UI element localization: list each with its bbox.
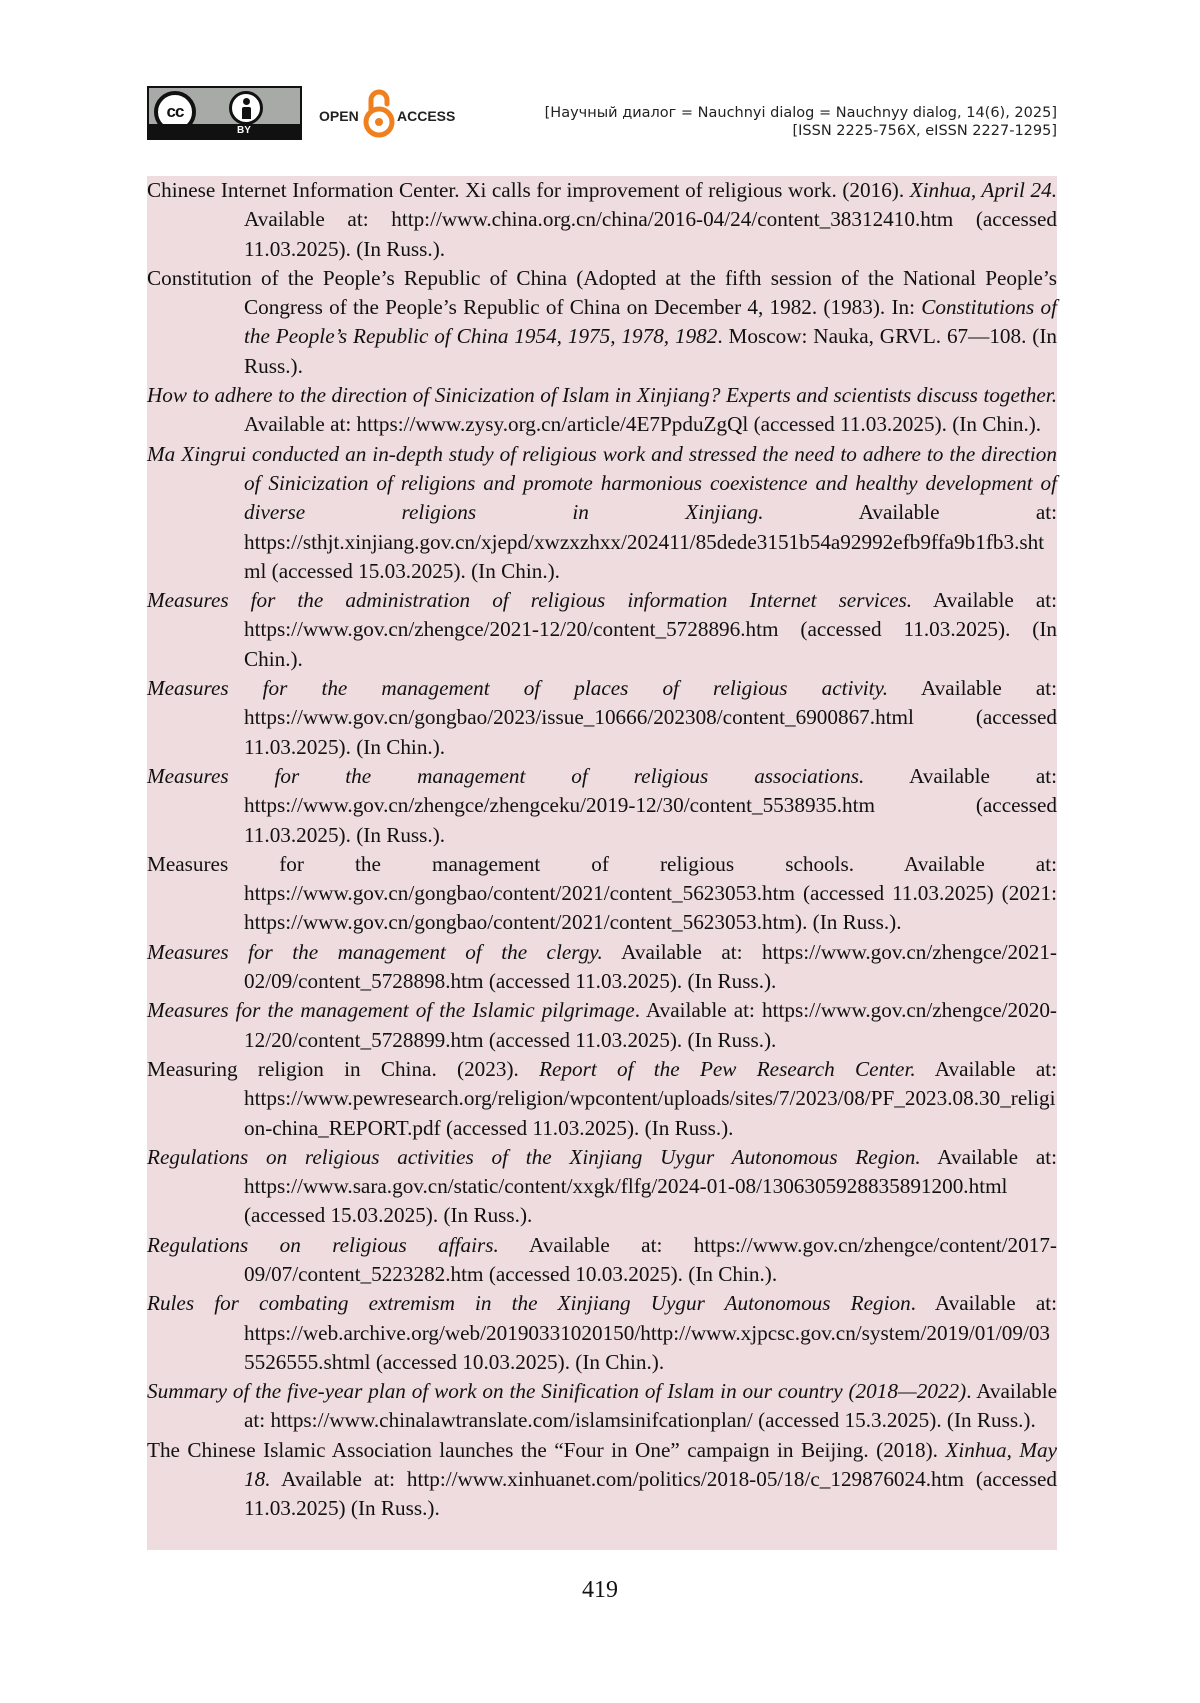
reference-post-text: Available at: http://www.china.org.cn/china/2016-04/24/content_38312410.htm (accessed 11.03.2025). (In Russ.).	[244, 207, 1057, 261]
reference-italic-text: How to adhere to the direction of Sinicization of Islam in Xinjiang? Experts and scientists discuss together.	[147, 383, 1057, 408]
reference-italic-text: Xinhua, April 24.	[909, 178, 1057, 202]
reference-italic-text: Regulations on religious affairs.	[147, 1232, 499, 1257]
reference-italic-text: Summary of the five-year plan of work on the Sinification of Islam in our country (2018—2022)	[147, 1379, 967, 1404]
reference-post-text: Available at: https://www.gov.cn/zhengce/2021-12/20/content_5728896.htm (accessed 11.03.2025). (In Chin.).	[244, 588, 1058, 671]
reference-pre-text: Chinese Internet Information Center. Xi calls for improvement of religious work. (2016).	[147, 178, 910, 202]
page-number: 419	[582, 1577, 618, 1603]
reference-italic-text: Measures for the management of the Islamic pilgrimage	[147, 998, 635, 1023]
reference-pre-text: Constitution of the People’s Republic of China (Adopted at the fifth session of the National People’s Congress of the People’s Republic of China on December 4, 1982. (1983). In:	[147, 265, 1057, 320]
reference-italic-text: Regulations on religious activities of the Xinjiang Uygur Autonomous Region.	[147, 1144, 921, 1169]
open-lock-icon	[363, 86, 395, 140]
reference-pre-text: Measuring religion in China. (2023).	[147, 1056, 540, 1081]
reference-post-text: Available at: https://www.zysy.org.cn/article/4E7PpduZgQl (accessed 11.03.2025). (In Chin.).	[244, 412, 1042, 437]
reference-post-text: . Available at: https://www.chinalawtranslate.com/islamsinifcationplan/ (accessed 15.3.2025). (In Russ.).	[244, 1379, 1057, 1433]
reference-post-text: . Moscow: Nauka, GRVL. 67—108. (In Russ.).	[244, 324, 1057, 378]
reference-entry	[147, 1055, 1057, 1143]
references-list	[147, 176, 1057, 1550]
reference-entry	[147, 176, 1057, 264]
journal-citation	[545, 104, 1057, 140]
reference-post-text: . Available at: https://www.gov.cn/zhengce/2020-12/20/content_5728899.htm (accessed 11.03.2025). (In Russ.).	[244, 998, 1057, 1052]
reference-italic-text: Measures for the administration of religious information Internet services.	[147, 588, 913, 613]
journal-title-line: [Научный диалог = Nauchnyi dialog = Nauchnyy dialog, 14(6), 2025]	[544, 105, 1057, 121]
reference-entry	[147, 264, 1057, 381]
reference-entry	[147, 674, 1057, 762]
reference-post-text: Available at: https://www.gov.cn/zhengce/zhengceku/2019-12/30/content_5538935.htm (accessed 11.03.2025). (In Russ.).	[244, 763, 1057, 847]
reference-italic-text: Report of the Pew Research Center.	[539, 1056, 916, 1081]
page-header	[147, 84, 1057, 146]
cc-text: cc	[166, 102, 184, 121]
reference-entry	[147, 1231, 1057, 1290]
reference-pre-text: The Chinese Islamic Association launches the “Four in One” campaign in Beijing. (2018).	[147, 1437, 946, 1462]
reference-entry	[147, 996, 1057, 1055]
reference-post-text: Available at: https://www.gov.cn/zhengce/content/2017-09/07/content_5223282.htm (accessed 10.03.2025). (In Chin.).	[244, 1232, 1057, 1286]
reference-entry	[147, 381, 1057, 440]
reference-entry	[147, 1377, 1057, 1436]
reference-post-text: Available at: https://sthjt.xinjiang.gov.cn/xjepd/xwzxzhxx/202411/85dede3151b54a92992efb9ffa9b1fb3.shtml (accessed 15.03.2025). (In Chin.).	[244, 500, 1057, 583]
open-access-logo	[319, 84, 469, 140]
open-access-access-text: ACCESS	[397, 108, 456, 124]
reference-italic-text: Ma Xingrui conducted an in-depth study of religious work and stressed the need to adhere to the direction of Sinicization of religions and promote harmonious coexistence and healthy development of diverse religions in Xinjiang.	[147, 441, 1057, 525]
reference-entry	[147, 1289, 1057, 1377]
journal-issn-line: [ISSN 2225-756X, eISSN 2227-1295]	[792, 123, 1057, 139]
reference-pre-text: Measures for the management of religious schools. Available at: https://www.gov.cn/gongbao/content/2021/content_5623053.htm (accessed 11.03.2025) (2021: https://www.gov.cn/gongbao/content/2021/content_5623053.htm). (In Russ.).	[147, 851, 1057, 935]
reference-entry	[147, 850, 1057, 938]
reference-post-text: Available at: https://www.gov.cn/gongbao/2023/issue_10666/202308/content_6900867.html (accessed 11.03.2025). (In Chin.).	[244, 676, 1057, 759]
cc-by-license-badge[interactable]	[147, 86, 302, 140]
reference-italic-text: Constitutions of the People’s Republic of China 1954, 1975, 1978, 1982	[244, 295, 1057, 349]
reference-entry	[147, 762, 1057, 850]
reference-post-text: Available at: https://www.pewresearch.org/religion/wpcontent/uploads/sites/7/2023/08/PF_2023.08.30_religion-china_REPORT.pdf (accessed 11.03.2025). (In Russ.).	[244, 1056, 1058, 1140]
reference-post-text: Available at: https://www.sara.gov.cn/static/content/xxgk/flfg/2024-01-08/1306305928835891200.html (accessed 15.03.2025). (In Russ.).	[244, 1144, 1057, 1228]
by-text: BY	[237, 125, 251, 136]
reference-italic-text: Measures for the management of religious associations.	[147, 763, 865, 788]
open-access-open-text: OPEN	[319, 108, 359, 124]
reference-italic-text: Measures for the management of the clergy.	[147, 939, 603, 964]
reference-entry	[147, 1143, 1057, 1231]
reference-italic-text: Measures for the management of places of religious activity.	[147, 676, 889, 701]
reference-post-text: . Available at: https://web.archive.org/web/20190331020150/http://www.xjpcsc.gov.cn/system/2019/01/09/035526555.shtml (accessed 10.03.2025). (In Chin.).	[244, 1291, 1058, 1374]
reference-entry	[147, 440, 1057, 586]
reference-entry	[147, 586, 1057, 674]
person-icon	[229, 91, 263, 125]
reference-entry	[147, 938, 1057, 997]
reference-post-text: Available at: http://www.xinhuanet.com/politics/2018-05/18/c_129876024.htm (accessed 11.03.2025) (In Russ.).	[244, 1467, 1057, 1521]
reference-post-text: Available at: https://www.gov.cn/zhengce/2021-02/09/content_5728898.htm (accessed 11.03.2025). (In Russ.).	[244, 939, 1057, 994]
reference-italic-text: Xinhua, May 18.	[244, 1437, 1058, 1492]
reference-entry	[147, 1436, 1057, 1524]
reference-italic-text: Rules for combating extremism in the Xinjiang Uygur Autonomous Region	[147, 1291, 911, 1316]
